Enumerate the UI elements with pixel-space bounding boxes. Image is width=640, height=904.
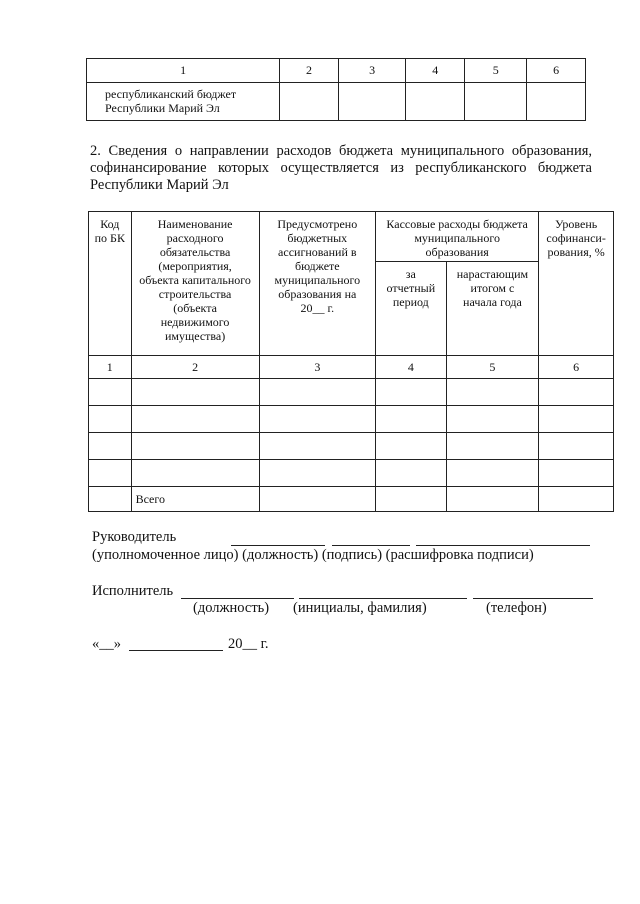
t2-num-4: 4 (376, 356, 447, 379)
head-label: Руководитель (92, 529, 177, 545)
date-day: «__» (92, 636, 121, 652)
head-position-line (231, 545, 325, 546)
t1-h3: 3 (338, 59, 406, 83)
budget-table-1 (86, 58, 586, 121)
table-row (89, 406, 614, 433)
exec-phone-caption: (телефон) (486, 600, 547, 616)
date-month-line (129, 650, 223, 651)
table1-header-row (87, 59, 586, 83)
t1-h1: 1 (87, 59, 280, 83)
t2-num-6: 6 (539, 356, 614, 379)
exec-name-caption: (инициалы, фамилия) (293, 600, 427, 616)
t2-num-5: 5 (446, 356, 539, 379)
exec-position-caption: (должность) (193, 600, 270, 616)
exec-position-line (181, 598, 294, 599)
t1-cell (338, 83, 406, 121)
t2-num-3: 3 (259, 356, 375, 379)
t2-col2-header: Наименование расходного обязательства (мероприятия, объекта капитального строительства (объекта недвижимого имущества) (131, 212, 259, 356)
t2-col5-header: нарастающим итогом с начала года (446, 262, 539, 356)
t2-num-2: 2 (131, 356, 259, 379)
executor-label: Исполнитель (92, 583, 174, 599)
table-row (89, 379, 614, 406)
t1-h2: 2 (280, 59, 339, 83)
table-row (89, 433, 614, 460)
t2-total-row (89, 487, 614, 512)
t2-col4-header: за отчетный период (376, 262, 447, 356)
t1-cell (406, 83, 465, 121)
head-caption: (уполномоченное лицо) (должность) (подпись) (расшифровка подписи) (92, 547, 534, 563)
t2-col1-header: Код по БК (89, 212, 132, 356)
t1-cell (280, 83, 339, 121)
head-signature-line (332, 545, 410, 546)
t1-h4: 4 (406, 59, 465, 83)
section2-heading: 2. Сведения о направлении расходов бюджета муниципального образования, софинансирование которых осуществляется из республиканского бюджета Республики Марий Эл (90, 143, 592, 193)
t2-col3-header: Предусмотрено бюджетных ассигнований в бюджете муниципального образования на 20__ г. (259, 212, 375, 356)
t2-num-1: 1 (89, 356, 132, 379)
t1-h6: 6 (527, 59, 586, 83)
date-year: 20__ г. (228, 636, 269, 652)
t1-h5: 5 (465, 59, 527, 83)
t1-cell (465, 83, 527, 121)
table1-row (87, 83, 586, 121)
t2-number-row (89, 356, 614, 379)
head-name-line (416, 545, 590, 546)
exec-name-line (299, 598, 467, 599)
t1-row-label: республиканский бюджет Республики Марий Эл (87, 83, 280, 121)
exec-phone-line (473, 598, 593, 599)
budget-table-2 (88, 211, 614, 512)
t1-cell (527, 83, 586, 121)
t2-total-label: Всего (131, 487, 259, 512)
t2-col6-header: Уровень софинанси- рования, % (539, 212, 614, 356)
t2-col45-header: Кассовые расходы бюджета муниципального образования (376, 212, 539, 262)
table-row (89, 460, 614, 487)
